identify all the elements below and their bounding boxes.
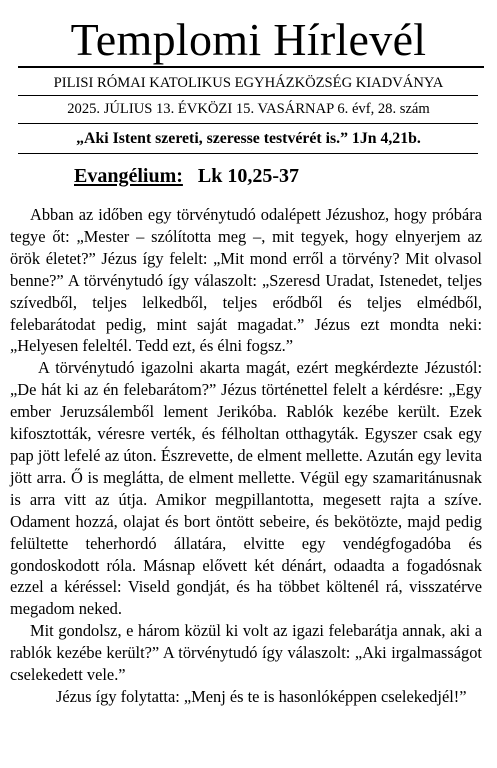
publisher-rule xyxy=(18,95,478,96)
issue-line: 2025. JÚLIUS 13. ÉVKÖZI 15. VASÁRNAP 6. évf, 28. szám xyxy=(67,101,430,117)
motto-rule xyxy=(18,153,478,154)
paragraph-1: Abban az időben egy törvénytudó odalépett Jézushoz, hogy próbára tegye őt: „Mester – szólította meg –, mit tegyek, hogy elnyerjem az örök életet?” Jézus így felelt: „Mit mond erről a törvény? Mit olvasol benne?” A törvénytudó így válaszolt: „Szeresd Uradat, Istenedet, teljes szívedből, teljes lelkedből, teljes erődből és teljes elmédből, felebarátodat pedig, mint saját magadat.” Jézus ezt mondta neki: „Helyesen feleltél. Tedd ezt, és élni fogsz.” xyxy=(10,205,482,356)
paragraph-3: Mit gondolsz, e három közül ki volt az igazi felebarátja annak, aki a rablók kezébe került?” A törvénytudó így válaszolt: „Aki irgalmasságot cselekedett vele.” xyxy=(10,621,482,685)
title-rule xyxy=(18,66,484,68)
gospel-reference: Lk 10,25-37 xyxy=(197,165,300,187)
gospel-heading xyxy=(74,164,299,188)
paragraph-2: A törvénytudó igazolni akarta magát, ezért megkérdezte Jézustól: „De hát ki az én felebarátom?” Jézus történettel felelt a kérdésre: „Egy ember Jeruzsálemből lement Jerikóba. Rablók kezébe került. Ezek kifosztották, véresre verték, és félholtan otthagyták. Egyszer csak egy pap jött lefelé az úton. Észrevette, de elment mellette. Azután egy levita jött arra. Ő is meglátta, de elment mellette. Végül egy szamaritánusnak is arra vitt az útja. Amikor megpillantotta, megesett rajta a szíve. Odament hozzá, olajat és bort öntött sebeire, és bekötözte, majd pedig felültette teherhordó állatára, elvitte egy vendégfogadóba és gondoskodott róla. Másnap elővett két dénárt, odaadta a fogadósnak ezzel a kéréssel: Viseld gondját, és ha többet költenél rá, visszatérve megadom neked. xyxy=(10,358,482,619)
motto-quote: „Aki Istent szereti, szeresse testvérét is.” 1Jn 4,21b. xyxy=(76,130,421,147)
publisher-line: PILISI RÓMAI KATOLIKUS EGYHÁZKÖZSÉG KIADVÁNYA xyxy=(53,75,444,91)
newsletter-title: Templomi Hírlevél xyxy=(70,14,427,65)
gospel-text xyxy=(10,204,482,708)
paragraph-4: Jézus így folytatta: „Menj és te is hasonlóképpen cselekedjél!” xyxy=(56,686,467,706)
gospel-label: Evangélium: xyxy=(74,165,183,187)
issue-rule xyxy=(18,123,478,124)
